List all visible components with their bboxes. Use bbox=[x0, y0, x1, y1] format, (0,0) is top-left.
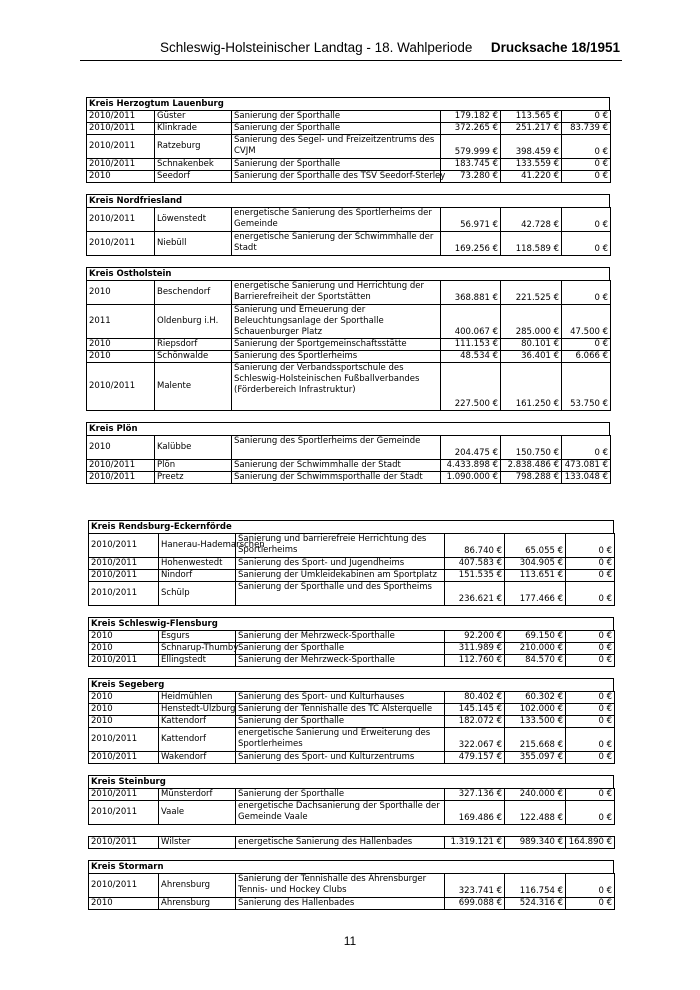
year-cell: 2010/2011 bbox=[87, 232, 155, 256]
measure-cell: Sanierung der Verbandssportschule des Schleswig-Holsteinischen Fußballverbandes (Förderbereich Infrastruktur) bbox=[232, 363, 441, 411]
table-sheet-1 bbox=[86, 97, 610, 484]
year-cell: 2010/2011 bbox=[87, 135, 155, 159]
year-cell: 2010 bbox=[87, 281, 155, 305]
municipality-cell: Beschendorf bbox=[155, 281, 232, 305]
table-row bbox=[87, 123, 611, 135]
year-cell: 2010/2011 bbox=[89, 801, 159, 825]
document-number: Drucksache 18/1951 bbox=[490, 40, 620, 55]
district-header: Kreis Schleswig-Flensburg bbox=[88, 617, 614, 630]
municipality-cell: Wakendorf bbox=[159, 752, 236, 764]
year-cell: 2010/2011 bbox=[89, 837, 159, 849]
year-cell: 2010/2011 bbox=[89, 874, 159, 898]
measure-cell: Sanierung der Sporthalle bbox=[236, 643, 445, 655]
table-row bbox=[89, 837, 615, 849]
total-cost-cell: 236.621 € bbox=[445, 582, 505, 606]
table-row bbox=[87, 436, 611, 460]
table-row bbox=[87, 351, 611, 363]
municipality-cell: Nindorf bbox=[159, 570, 236, 582]
total-cost-cell: 322.067 € bbox=[445, 728, 505, 752]
table-row bbox=[87, 363, 611, 411]
funding-cell: 221.525 € bbox=[501, 281, 562, 305]
measure-cell: Sanierung der Sporthalle bbox=[236, 716, 445, 728]
municipality-cell: Preetz bbox=[155, 472, 232, 484]
other-cell: 0 € bbox=[562, 208, 611, 232]
funding-cell: 113.651 € bbox=[505, 570, 566, 582]
funding-cell: 36.401 € bbox=[501, 351, 562, 363]
total-cost-cell: 400.067 € bbox=[441, 305, 501, 339]
total-cost-cell: 579.999 € bbox=[441, 135, 501, 159]
municipality-cell: Riepsdorf bbox=[155, 339, 232, 351]
other-cell: 0 € bbox=[566, 582, 615, 606]
measure-cell: Sanierung der Sportgemeinschaftsstätte bbox=[232, 339, 441, 351]
district-table bbox=[88, 836, 615, 849]
total-cost-cell: 80.402 € bbox=[445, 692, 505, 704]
total-cost-cell: 1.319.121 € bbox=[445, 837, 505, 849]
table-row bbox=[89, 874, 615, 898]
total-cost-cell: 368.881 € bbox=[441, 281, 501, 305]
table-row bbox=[89, 752, 615, 764]
other-cell: 0 € bbox=[566, 874, 615, 898]
funding-cell: 116.754 € bbox=[505, 874, 566, 898]
municipality-cell: Hohenwestedt bbox=[159, 558, 236, 570]
other-cell: 0 € bbox=[566, 789, 615, 801]
district-header: Kreis Nordfriesland bbox=[86, 194, 610, 207]
table-row bbox=[87, 208, 611, 232]
other-cell: 0 € bbox=[562, 339, 611, 351]
year-cell: 2010 bbox=[89, 631, 159, 643]
funding-cell: 285.000 € bbox=[501, 305, 562, 339]
total-cost-cell: 479.157 € bbox=[445, 752, 505, 764]
municipality-cell: Klinkrade bbox=[155, 123, 232, 135]
measure-cell: Sanierung des Hallenbades bbox=[236, 898, 445, 910]
district-table bbox=[88, 533, 615, 606]
municipality-cell: Münsterdorf bbox=[159, 789, 236, 801]
measure-cell: Sanierung der Schwimmhalle der Stadt bbox=[232, 460, 441, 472]
municipality-cell: Esgurs bbox=[159, 631, 236, 643]
district-header: Kreis Herzogtum Lauenburg bbox=[86, 97, 610, 110]
funding-cell: 304.905 € bbox=[505, 558, 566, 570]
municipality-cell: Henstedt-Ulzburg bbox=[159, 704, 236, 716]
municipality-cell: Kattendorf bbox=[159, 716, 236, 728]
total-cost-cell: 56.971 € bbox=[441, 208, 501, 232]
table-row bbox=[89, 728, 615, 752]
table-row bbox=[87, 159, 611, 171]
other-cell: 0 € bbox=[566, 692, 615, 704]
funding-cell: 161.250 € bbox=[501, 363, 562, 411]
funding-cell: 240.000 € bbox=[505, 789, 566, 801]
year-cell: 2010/2011 bbox=[89, 582, 159, 606]
total-cost-cell: 407.583 € bbox=[445, 558, 505, 570]
measure-cell: Sanierung der Sporthalle bbox=[236, 789, 445, 801]
measure-cell: Sanierung des Segel- und Freizeitzentrums des CVJM bbox=[232, 135, 441, 159]
district-table bbox=[88, 691, 615, 764]
other-cell: 0 € bbox=[566, 558, 615, 570]
total-cost-cell: 169.486 € bbox=[445, 801, 505, 825]
section-gap bbox=[86, 256, 610, 267]
table-row bbox=[89, 789, 615, 801]
header-title: Schleswig-Holsteinischer Landtag - 18. Wahlperiode bbox=[160, 40, 473, 55]
total-cost-cell: 227.500 € bbox=[441, 363, 501, 411]
year-cell: 2010 bbox=[89, 716, 159, 728]
table-row bbox=[87, 281, 611, 305]
table-row bbox=[89, 534, 615, 558]
funding-cell: 251.217 € bbox=[501, 123, 562, 135]
year-cell: 2010 bbox=[89, 643, 159, 655]
municipality-cell: Niebüll bbox=[155, 232, 232, 256]
year-cell: 2010/2011 bbox=[89, 728, 159, 752]
total-cost-cell: 699.088 € bbox=[445, 898, 505, 910]
year-cell: 2010/2011 bbox=[89, 558, 159, 570]
other-cell: 0 € bbox=[566, 534, 615, 558]
other-cell: 0 € bbox=[566, 704, 615, 716]
total-cost-cell: 4.433.898 € bbox=[441, 460, 501, 472]
funding-cell: 41.220 € bbox=[501, 171, 562, 183]
measure-cell: Sanierung der Schwimmsporthalle der Stadt bbox=[232, 472, 441, 484]
municipality-cell: Hanerau-Hademarschen bbox=[159, 534, 236, 558]
municipality-cell: Schönwalde bbox=[155, 351, 232, 363]
measure-cell: Sanierung der Sporthalle des TSV Seedorf-Sterley bbox=[232, 171, 441, 183]
year-cell: 2010 bbox=[89, 704, 159, 716]
measure-cell: Sanierung des Sport- und Jugendheims bbox=[236, 558, 445, 570]
section-gap bbox=[88, 764, 614, 775]
year-cell: 2010/2011 bbox=[89, 789, 159, 801]
year-cell: 2010/2011 bbox=[87, 123, 155, 135]
measure-cell: energetische Sanierung des Sportlerheims der Gemeinde bbox=[232, 208, 441, 232]
other-cell: 0 € bbox=[562, 159, 611, 171]
municipality-cell: Ratzeburg bbox=[155, 135, 232, 159]
table-row bbox=[87, 111, 611, 123]
total-cost-cell: 327.136 € bbox=[445, 789, 505, 801]
measure-cell: Sanierung und Erneuerung der Beleuchtungsanlage der Sporthalle Schauenburger Platz bbox=[232, 305, 441, 339]
funding-cell: 84.570 € bbox=[505, 655, 566, 667]
total-cost-cell: 179.182 € bbox=[441, 111, 501, 123]
table-row bbox=[89, 898, 615, 910]
funding-cell: 210.000 € bbox=[505, 643, 566, 655]
funding-cell: 215.668 € bbox=[505, 728, 566, 752]
district-header: Kreis Ostholstein bbox=[86, 267, 610, 280]
year-cell: 2010/2011 bbox=[87, 363, 155, 411]
section-gap bbox=[88, 825, 614, 836]
table-sheet-2 bbox=[88, 520, 614, 910]
municipality-cell: Kattendorf bbox=[159, 728, 236, 752]
district-table bbox=[88, 873, 615, 910]
year-cell: 2011 bbox=[87, 305, 155, 339]
table-row bbox=[89, 558, 615, 570]
other-cell: 164.890 € bbox=[566, 837, 615, 849]
funding-cell: 102.000 € bbox=[505, 704, 566, 716]
total-cost-cell: 145.145 € bbox=[445, 704, 505, 716]
funding-cell: 65.055 € bbox=[505, 534, 566, 558]
other-cell: 0 € bbox=[566, 898, 615, 910]
table-row bbox=[89, 582, 615, 606]
municipality-cell: Ahrensburg bbox=[159, 874, 236, 898]
funding-cell: 524.316 € bbox=[505, 898, 566, 910]
year-cell: 2010 bbox=[87, 171, 155, 183]
district-table bbox=[86, 110, 611, 183]
table-row bbox=[89, 631, 615, 643]
municipality-cell: Plön bbox=[155, 460, 232, 472]
district-header: Kreis Stormarn bbox=[88, 860, 614, 873]
funding-cell: 122.488 € bbox=[505, 801, 566, 825]
other-cell: 473.081 € bbox=[562, 460, 611, 472]
year-cell: 2010/2011 bbox=[89, 534, 159, 558]
measure-cell: Sanierung der Sporthalle und des Sportheims bbox=[236, 582, 445, 606]
funding-cell: 133.559 € bbox=[501, 159, 562, 171]
municipality-cell: Seedorf bbox=[155, 171, 232, 183]
year-cell: 2010 bbox=[87, 339, 155, 351]
table-row bbox=[89, 570, 615, 582]
district-table bbox=[86, 435, 611, 484]
section-gap bbox=[86, 183, 610, 194]
funding-cell: 177.466 € bbox=[505, 582, 566, 606]
measure-cell: Sanierung der Sporthalle bbox=[232, 123, 441, 135]
funding-cell: 133.500 € bbox=[505, 716, 566, 728]
funding-cell: 398.459 € bbox=[501, 135, 562, 159]
total-cost-cell: 183.745 € bbox=[441, 159, 501, 171]
other-cell: 0 € bbox=[566, 801, 615, 825]
municipality-cell: Ahrensburg bbox=[159, 898, 236, 910]
section-gap bbox=[88, 606, 614, 617]
measure-cell: energetische Sanierung und Herrichtung der Barrierefreiheit der Sportstätten bbox=[232, 281, 441, 305]
section-gap bbox=[88, 667, 614, 678]
district-table bbox=[86, 207, 611, 256]
municipality-cell: Ellingstedt bbox=[159, 655, 236, 667]
other-cell: 53.750 € bbox=[562, 363, 611, 411]
section-gap bbox=[86, 411, 610, 422]
table-row bbox=[89, 716, 615, 728]
other-cell: 6.066 € bbox=[562, 351, 611, 363]
table-row bbox=[87, 460, 611, 472]
other-cell: 0 € bbox=[562, 232, 611, 256]
table-row bbox=[89, 704, 615, 716]
other-cell: 0 € bbox=[566, 570, 615, 582]
municipality-cell: Vaale bbox=[159, 801, 236, 825]
year-cell: 2010 bbox=[89, 692, 159, 704]
funding-cell: 80.101 € bbox=[501, 339, 562, 351]
year-cell: 2010/2011 bbox=[89, 655, 159, 667]
municipality-cell: Schülp bbox=[159, 582, 236, 606]
year-cell: 2010/2011 bbox=[87, 472, 155, 484]
total-cost-cell: 311.989 € bbox=[445, 643, 505, 655]
municipality-cell: Schnakenbek bbox=[155, 159, 232, 171]
municipality-cell: Malente bbox=[155, 363, 232, 411]
total-cost-cell: 48.534 € bbox=[441, 351, 501, 363]
table-row bbox=[87, 339, 611, 351]
measure-cell: Sanierung und barrierefreie Herrichtung des Sportlerheims bbox=[236, 534, 445, 558]
other-cell: 0 € bbox=[562, 281, 611, 305]
year-cell: 2010 bbox=[87, 351, 155, 363]
year-cell: 2010/2011 bbox=[89, 570, 159, 582]
municipality-cell: Schnarup-Thumby bbox=[159, 643, 236, 655]
table-row bbox=[89, 643, 615, 655]
funding-cell: 118.589 € bbox=[501, 232, 562, 256]
other-cell: 0 € bbox=[562, 111, 611, 123]
total-cost-cell: 92.200 € bbox=[445, 631, 505, 643]
municipality-cell: Heidmühlen bbox=[159, 692, 236, 704]
funding-cell: 60.302 € bbox=[505, 692, 566, 704]
year-cell: 2010/2011 bbox=[89, 752, 159, 764]
other-cell: 0 € bbox=[566, 655, 615, 667]
other-cell: 0 € bbox=[566, 643, 615, 655]
total-cost-cell: 182.072 € bbox=[445, 716, 505, 728]
measure-cell: Sanierung der Mehrzweck-Sporthalle bbox=[236, 655, 445, 667]
district-table bbox=[88, 630, 615, 667]
total-cost-cell: 111.153 € bbox=[441, 339, 501, 351]
year-cell: 2010/2011 bbox=[87, 159, 155, 171]
other-cell: 0 € bbox=[566, 716, 615, 728]
measure-cell: energetische Sanierung und Erweiterung des Sportlerheimes bbox=[236, 728, 445, 752]
year-cell: 2010/2011 bbox=[87, 460, 155, 472]
funding-cell: 798.288 € bbox=[501, 472, 562, 484]
measure-cell: Sanierung des Sportlerheims der Gemeinde bbox=[232, 436, 441, 460]
measure-cell: Sanierung des Sportlerheims bbox=[232, 351, 441, 363]
other-cell: 133.048 € bbox=[562, 472, 611, 484]
other-cell: 0 € bbox=[562, 436, 611, 460]
funding-cell: 42.728 € bbox=[501, 208, 562, 232]
measure-cell: Sanierung der Umkleidekabinen am Sportplatz bbox=[236, 570, 445, 582]
funding-cell: 2.838.486 € bbox=[501, 460, 562, 472]
other-cell: 0 € bbox=[566, 728, 615, 752]
district-table bbox=[86, 280, 611, 411]
funding-cell: 150.750 € bbox=[501, 436, 562, 460]
other-cell: 47.500 € bbox=[562, 305, 611, 339]
other-cell: 0 € bbox=[566, 631, 615, 643]
measure-cell: Sanierung des Sport- und Kulturhauses bbox=[236, 692, 445, 704]
funding-cell: 69.150 € bbox=[505, 631, 566, 643]
page-number: 11 bbox=[343, 934, 357, 948]
total-cost-cell: 73.280 € bbox=[441, 171, 501, 183]
total-cost-cell: 151.535 € bbox=[445, 570, 505, 582]
table-row bbox=[87, 171, 611, 183]
measure-cell: energetische Dachsanierung der Sporthalle der Gemeinde Vaale bbox=[236, 801, 445, 825]
table-row bbox=[87, 305, 611, 339]
total-cost-cell: 372.265 € bbox=[441, 123, 501, 135]
table-row bbox=[87, 135, 611, 159]
table-row bbox=[87, 232, 611, 256]
other-cell: 0 € bbox=[562, 135, 611, 159]
total-cost-cell: 323.741 € bbox=[445, 874, 505, 898]
table-row bbox=[89, 692, 615, 704]
municipality-cell: Löwenstedt bbox=[155, 208, 232, 232]
year-cell: 2010 bbox=[87, 436, 155, 460]
district-header: Kreis Segeberg bbox=[88, 678, 614, 691]
funding-cell: 355.097 € bbox=[505, 752, 566, 764]
measure-cell: Sanierung der Tennishalle des Ahrensburger Tennis- und Hockey Clubs bbox=[236, 874, 445, 898]
funding-cell: 989.340 € bbox=[505, 837, 566, 849]
funding-cell: 113.565 € bbox=[501, 111, 562, 123]
year-cell: 2010 bbox=[89, 898, 159, 910]
measure-cell: energetische Sanierung der Schwimmhalle der Stadt bbox=[232, 232, 441, 256]
year-cell: 2010/2011 bbox=[87, 208, 155, 232]
district-header: Kreis Steinburg bbox=[88, 775, 614, 788]
district-header: Kreis Plön bbox=[86, 422, 610, 435]
year-cell: 2010/2011 bbox=[87, 111, 155, 123]
municipality-cell: Kalübbe bbox=[155, 436, 232, 460]
section-gap bbox=[88, 849, 614, 860]
municipality-cell: Oldenburg i.H. bbox=[155, 305, 232, 339]
measure-cell: Sanierung der Sporthalle bbox=[232, 111, 441, 123]
total-cost-cell: 1.090.000 € bbox=[441, 472, 501, 484]
municipality-cell: Güster bbox=[155, 111, 232, 123]
total-cost-cell: 169.256 € bbox=[441, 232, 501, 256]
other-cell: 0 € bbox=[566, 752, 615, 764]
other-cell: 83.739 € bbox=[562, 123, 611, 135]
table-row bbox=[89, 801, 615, 825]
measure-cell: Sanierung der Tennishalle des TC Alsterquelle bbox=[236, 704, 445, 716]
total-cost-cell: 204.475 € bbox=[441, 436, 501, 460]
municipality-cell: Wilster bbox=[159, 837, 236, 849]
measure-cell: Sanierung des Sport- und Kulturzentrums bbox=[236, 752, 445, 764]
total-cost-cell: 112.760 € bbox=[445, 655, 505, 667]
total-cost-cell: 86.740 € bbox=[445, 534, 505, 558]
table-row bbox=[89, 655, 615, 667]
table-row bbox=[87, 472, 611, 484]
measure-cell: Sanierung der Sporthalle bbox=[232, 159, 441, 171]
page-header bbox=[80, 38, 622, 61]
other-cell: 0 € bbox=[562, 171, 611, 183]
district-header: Kreis Rendsburg-Eckernförde bbox=[88, 520, 614, 533]
measure-cell: Sanierung der Mehrzweck-Sporthalle bbox=[236, 631, 445, 643]
district-table bbox=[88, 788, 615, 825]
measure-cell: energetische Sanierung des Hallenbades bbox=[236, 837, 445, 849]
